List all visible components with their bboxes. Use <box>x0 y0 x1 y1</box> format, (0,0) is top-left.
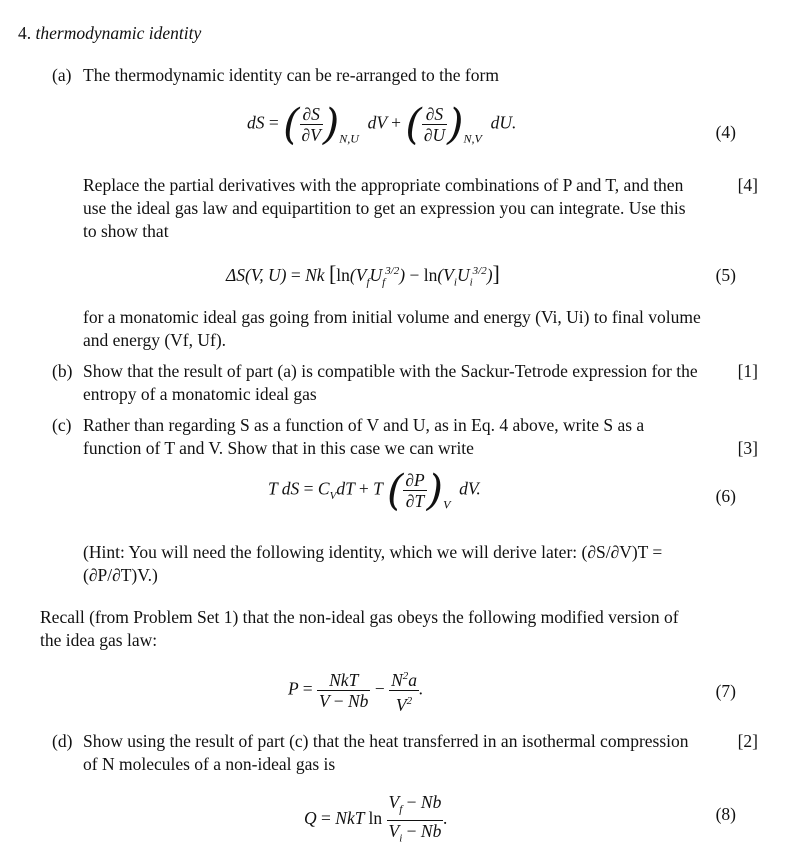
equation-7-number: (7) <box>715 681 736 701</box>
part-a-points: [4] <box>737 175 758 195</box>
part-a-body-line-1: Replace the partial derivatives with the appropriate combinations of P and T, and then <box>83 175 684 195</box>
equation-8: Q = NkT ln $\frac{V_f - Nb}{V_i - Nb}$ . <box>304 792 448 844</box>
part-a-after-line-2: and energy (Vf, Uf). <box>83 330 227 350</box>
equation-5-number: (5) <box>715 265 736 285</box>
part-b-line-2: entropy of a monatomic ideal gas <box>83 384 317 404</box>
part-a-body-line-3: to show that <box>83 221 169 241</box>
part-d-line-1: Show using the result of part (c) that the heat transferred in an isothermal compression <box>83 731 689 751</box>
equation-8-number: (8) <box>715 804 736 824</box>
problem-title: thermodynamic identity <box>35 23 202 43</box>
part-b-points: [1] <box>737 361 758 381</box>
part-a-label: (a) <box>52 65 72 85</box>
recall-line-1: Recall (from Problem Set 1) that the non-ideal gas obeys the following modified version of <box>40 607 679 627</box>
equation-5: ΔS(V, U) = Nk $[\ln(V_fU_f^{3/2}) - \ln(V_iU_i^{3/2})]$ <box>226 260 500 289</box>
part-c-points: [3] <box>737 438 758 458</box>
part-c-hint-line-1: (Hint: You will need the following identity, which we will derive later: (∂S/∂V)T = <box>83 542 663 562</box>
part-a-after-line-1: for a monatomic ideal gas going from initial volume and energy (Vi, Ui) to final volume <box>83 307 701 327</box>
equation-6: T dS = $C_VdT + T$ ( $\frac{\partial P}{\partial T}$ )$_V$ dV. <box>268 465 481 515</box>
part-c-line-1: Rather than regarding S as a function of V and U, as in Eq. 4 above, write S as a <box>83 415 645 435</box>
problem-number: 4. <box>18 23 32 43</box>
equation-6-number: (6) <box>715 486 736 506</box>
equation-7: P = $\frac{\text{NkT}}{V - Nb}$ − $\frac{N^2a}{V^2}$ . <box>288 666 423 715</box>
part-c-label: (c) <box>52 415 72 435</box>
part-b-label: (b) <box>52 361 73 381</box>
part-c-line-2: function of T and V. Show that in this case we can write <box>83 438 474 458</box>
part-b-line-1: Show that the result of part (a) is compatible with the Sackur-Tetrode expression for the <box>83 361 698 381</box>
equation-4: dS = ( $\frac{\partial S}{\partial V}$ )$_{N,U}$ dV + ( $\frac{\partial S}{\partial U}$ )$_{N,V}$ dU. <box>247 99 517 149</box>
part-a-body-line-2: use the ideal gas law and equipartition to get an expression you can integrate. Use this <box>83 198 686 218</box>
problem-heading <box>18 22 201 45</box>
part-c-hint-line-2: (∂P/∂T)V.) <box>83 565 158 585</box>
part-d-points: [2] <box>737 731 758 751</box>
part-a-intro: The thermodynamic identity can be re-arranged to the form <box>83 65 499 85</box>
equation-4-number: (4) <box>715 122 736 142</box>
part-d-label: (d) <box>52 731 73 751</box>
recall-line-2: the idea gas law: <box>40 630 158 650</box>
part-d-line-2: of N molecules of a non-ideal gas is <box>83 754 336 774</box>
